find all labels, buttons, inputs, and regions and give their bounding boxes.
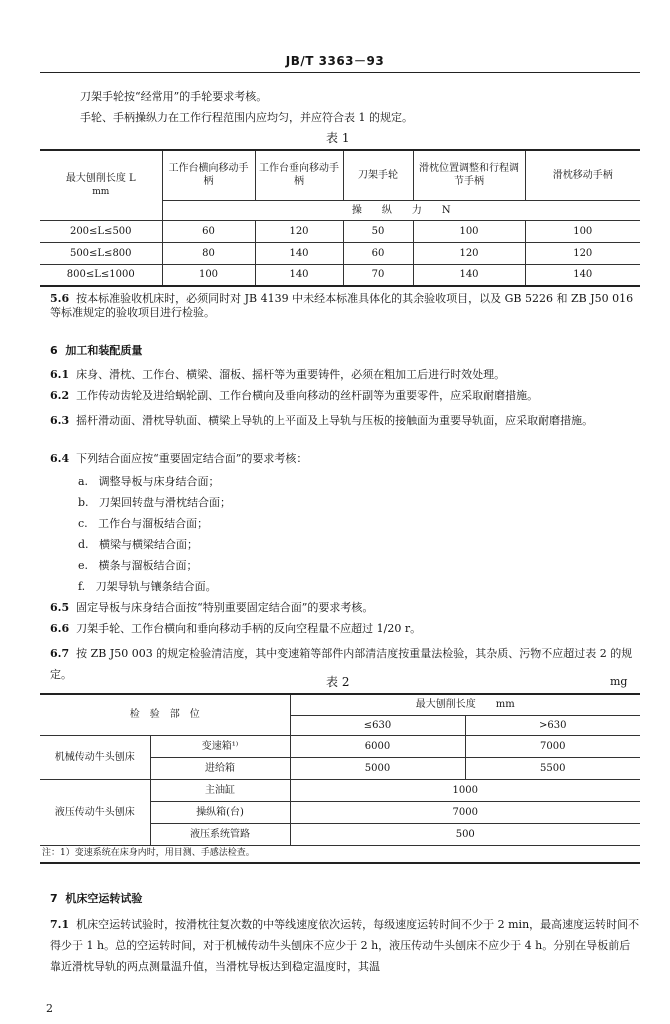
table1-header-col: 刀架手轮 <box>343 150 413 200</box>
section-6-title: 6 加工和装配质量 <box>50 344 143 357</box>
table2-header-position: 检 验 部 位 <box>40 694 290 735</box>
page-number: 2 <box>46 1002 53 1015</box>
table1-header-col: 滑枕位置调整和行程调节手柄 <box>413 150 525 200</box>
table-row: 机械传动牛头刨床 变速箱¹⁾ 6000 7000 <box>40 735 640 757</box>
list-item: a. 调整导板与床身结合面； <box>78 475 220 488</box>
intro-line-2: 手轮、手柄操纵力在工作行程范围内应均匀，并应符合表 1 的规定。 <box>80 111 413 124</box>
table-row: 液压传动牛头刨床 主油缸 1000 <box>40 779 640 801</box>
table-row: 操纵箱(台) 7000 <box>40 801 640 823</box>
table2-col-le630: ≤630 <box>290 715 465 735</box>
table-1 <box>40 149 640 287</box>
table2-group-hydraulic: 液压传动牛头刨床 <box>40 779 150 845</box>
table-row: 200≤L≤500 60 120 50 100 100 <box>40 220 640 242</box>
list-item: d. 横梁与横梁结合面； <box>78 538 199 551</box>
intro-line-1: 刀架手轮按“经常用”的手轮要求考核。 <box>80 90 268 103</box>
list-item: c. 工作台与溜板结合面； <box>78 517 209 530</box>
table1-header-col: 工作台横向移动手柄 <box>162 150 255 200</box>
list-item: b. 刀架回转盘与滑枕结合面； <box>78 496 232 509</box>
list-item: f. 刀架导轨与镶条结合面。 <box>78 580 217 593</box>
clause-6-6: 6.6 刀架手轮、工作台横向和垂向移动手柄的反向空程量不应超过 1/20 r。 <box>50 622 422 635</box>
table2-caption: 表 2 <box>326 675 350 689</box>
table-row: 进给箱 5000 5500 <box>40 757 640 779</box>
clause-6-4: 6.4 下列结合面应按“重要固定结合面”的要求考核： <box>50 452 308 465</box>
table-2 <box>40 693 640 864</box>
clause-6-2: 6.2 工作传动齿轮及进给蜗轮副、工作台横向及垂向移动的丝杆副等为重要零件，应采取耐磨措施。 <box>50 389 539 402</box>
clause-5-6: 5.6 按本标准验收机床时，必须同时对 JB 4139 中未经本标准具体化的其余验收项目，以及 GB 5226 和 ZB J50 016 等标准规定的验收项目进行检验。 <box>50 292 634 319</box>
table1-header-col: 工作台垂向移动手柄 <box>255 150 343 200</box>
list-item: e. 横条与溜板结合面； <box>78 559 198 572</box>
table1-header-length: 最大刨削长度 L mm <box>40 150 162 220</box>
table-row: 500≤L≤800 80 140 60 120 120 <box>40 242 640 264</box>
table2-header-length: 最大刨削长度 mm <box>290 694 640 715</box>
document-code-header: JB/T 3363－93 <box>285 54 385 68</box>
section-7-title: 7 机床空运转试验 <box>50 892 143 905</box>
table1-header-col: 滑枕移动手柄 <box>525 150 640 200</box>
table-row: 液压系统管路 500 <box>40 823 640 845</box>
clause-6-3: 6.3 摇杆滑动面、滑枕导轨面、横梁上导轨的上平面及上导轨与压板的接触面为重要导轨面，应采取耐磨措施。 <box>50 414 594 427</box>
header-rule <box>40 72 640 73</box>
clause-7-1: 7.1 机床空运转试验时，按滑枕往复次数的中等线速度依次运转，每级速度运转时间不少于 2 min，最高速度运转时间不得少于 1 h。总的空运转时间，对于机械传动牛头刨床不应少于 2 h，液压传动牛头刨床不应少于 4 h。分别在导板前后靠近滑枕导轨的两点测量温升值，当滑枕导板达到稳定温度时，其温 <box>50 918 640 973</box>
clause-6-1: 6.1 床身、滑枕、工作台、横梁、溜板、摇杆等为重要铸件，必须在粗加工后进行时效处理。 <box>50 368 506 381</box>
table2-col-gt630: >630 <box>465 715 640 735</box>
clause-6-5: 6.5 固定导板与床身结合面按“特别重要固定结合面”的要求考核。 <box>50 601 374 614</box>
clause-6-7: 6.7 按 ZB J50 003 的规定检验清洁度，其中变速箱等部件内部清洁度按重量法检验，其杂质、污物不应超过表 2 的规定。 <box>50 647 633 681</box>
table2-group-mechanical: 机械传动牛头刨床 <box>40 735 150 779</box>
table2-unit: mg <box>610 675 628 688</box>
table-row: 800≤L≤1000 100 140 70 140 140 <box>40 264 640 286</box>
table2-note: 注：1）变速系统在床身内时，用目测、手感法检查。 <box>40 845 640 863</box>
table1-force-label: 操 纵 力 N <box>162 200 640 220</box>
table1-caption: 表 1 <box>326 131 350 145</box>
